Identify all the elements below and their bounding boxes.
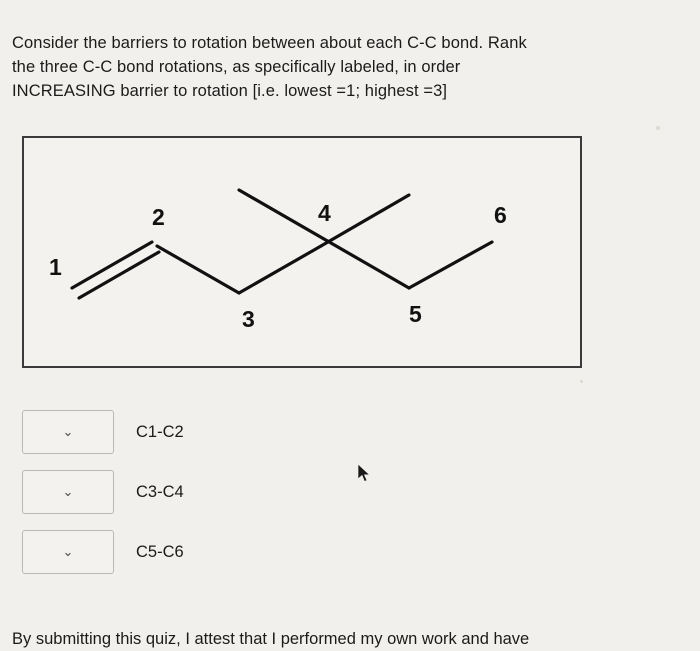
- answer-label-c1-c2: C1-C2: [136, 422, 184, 441]
- atom-label-3: 3: [242, 306, 255, 332]
- paper-speck: [656, 126, 660, 130]
- chevron-down-icon: ⌄: [62, 423, 74, 439]
- skeletal-structure-drawing: [24, 138, 576, 362]
- atom-label-5: 5: [409, 301, 422, 327]
- chevron-down-icon: ⌄: [62, 543, 74, 559]
- ranking-select-c3-c4[interactable]: [22, 470, 114, 514]
- mouse-cursor: [358, 464, 372, 484]
- question-line-3: INCREASING barrier to rotation [i.e. lowest =1; highest =3]: [12, 81, 448, 100]
- question-prompt: [12, 32, 682, 104]
- answer-label-c3-c4: C3-C4: [136, 482, 184, 501]
- paper-speck: [580, 380, 583, 383]
- ranking-select-c1-c2[interactable]: [22, 410, 114, 454]
- answer-row: [22, 530, 422, 574]
- answer-row: [22, 410, 422, 454]
- attestation-text: By submitting this quiz, I attest that I performed my own work and have: [12, 630, 530, 648]
- answer-list: [22, 410, 422, 590]
- question-line-2: the three C-C bond rotations, as specifically labeled, in order: [12, 57, 461, 76]
- chevron-down-icon: ⌄: [62, 483, 74, 499]
- answer-label-c5-c6: C5-C6: [136, 542, 184, 561]
- molecule-figure: [22, 136, 582, 368]
- ranking-select-c5-c6[interactable]: [22, 530, 114, 574]
- atom-label-6: 6: [494, 202, 507, 228]
- atom-label-2: 2: [152, 204, 165, 230]
- question-line-1: Consider the barriers to rotation between about each C-C bond. Rank: [12, 34, 527, 52]
- atom-label-1: 1: [49, 254, 62, 280]
- atom-label-4: 4: [318, 200, 331, 226]
